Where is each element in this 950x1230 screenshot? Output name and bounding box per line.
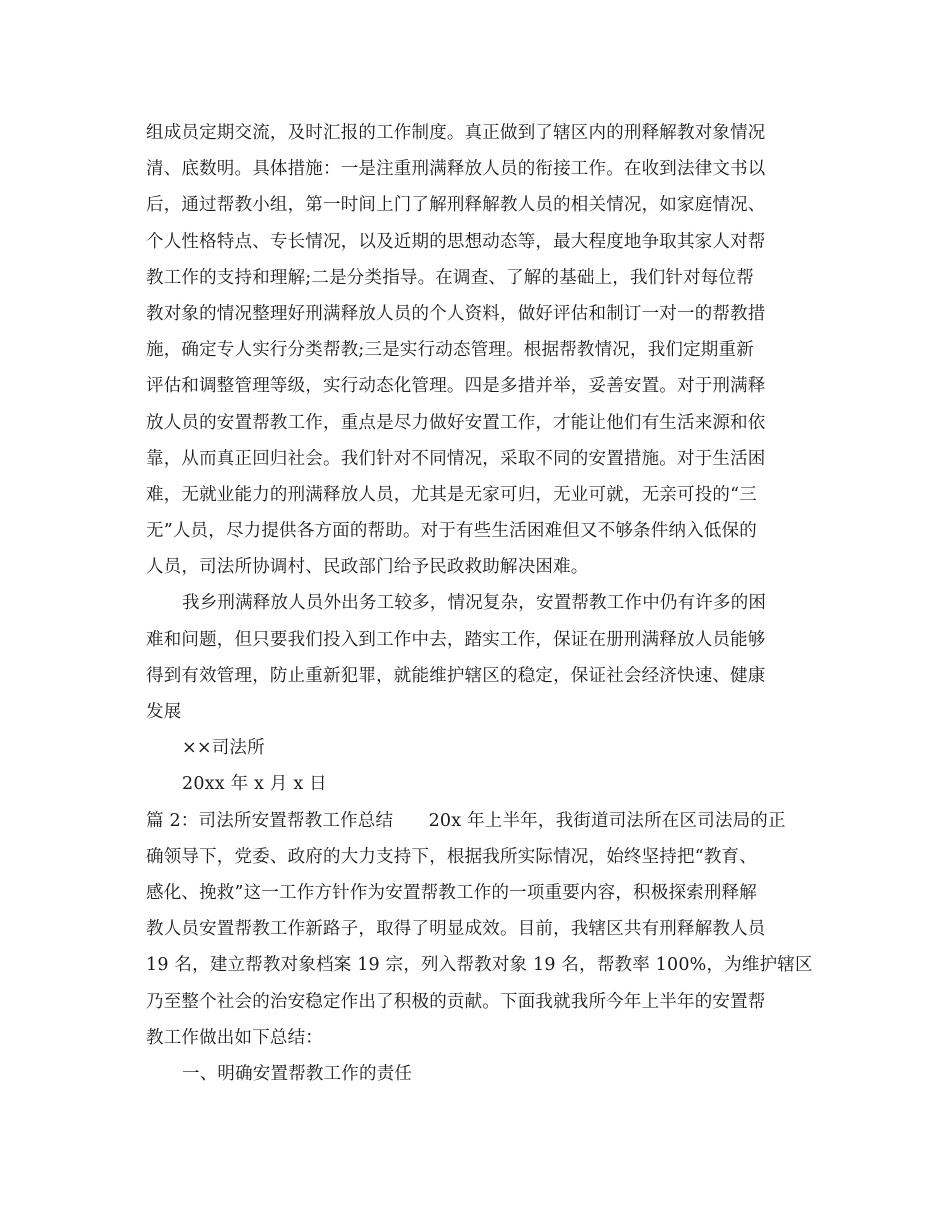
text-line: 教对象的情况整理好刑满释放人员的个人资料，做好评估和制订一对一的帮教措 — [146, 303, 766, 324]
text-line: 施，确定专人实行分类帮教;三是实行动态管理。根据帮教情况，我们定期重新 — [146, 340, 754, 361]
text-line: 教人员安置帮教工作新路子，取得了明显成效。目前，我辖区共有刑释解教人员 — [146, 919, 766, 940]
text-line: 发展 — [146, 702, 182, 722]
text-line: 难和问题，但只要我们投入到工作中去，踏实工作，保证在册刑满释放人员能够 — [146, 629, 766, 650]
text-line: 感化、挽救”这一工作方针作为安置帮教工作的一项重要内容，积极探索刑释解 — [146, 882, 757, 903]
text-line: 我乡刑满释放人员外出务工较多，情况复杂，安置帮教工作中仍有许多的困 — [182, 593, 767, 614]
text-line: 20xx 年 x 月 x 日 — [182, 774, 327, 795]
text-line: 评估和调整管理等级，实行动态化管理。四是多措并举，妥善安置。对于刑满释 — [146, 376, 766, 397]
document-body — [146, 115, 816, 1092]
text-line: 后，通过帮教小组，第一时间上门了解刑释解教人员的相关情况，如家庭情况、 — [146, 195, 766, 216]
text-line: 清、底数明。具体措施：一是注重刑满释放人员的衔接工作。在收到法律文书以 — [146, 159, 766, 180]
text-line: 确领导下，党委、政府的大力支持下，根据我所实际情况，始终坚持把“教育、 — [146, 846, 757, 867]
text-line: 19 名，建立帮教对象档案 19 宗，列入帮教对象 19 名，帮教率 100%，为维护辖区 — [146, 955, 813, 976]
text-line: ××司法所 — [182, 738, 265, 759]
text-line: 难，无就业能力的刑满释放人员，尤其是无家可归，无业可就，无亲可投的“三 — [146, 484, 757, 505]
text-line: 教工作的支持和理解;二是分类指导。在调查、了解的基础上，我们针对每位帮 — [146, 267, 754, 288]
text-line: 组成员定期交流，及时汇报的工作制度。真正做到了辖区内的刑释解教对象情况 — [146, 123, 766, 143]
text-line: 无”人员，尽力提供各方面的帮助。对于有些生活困难但又不够条件纳入低保的 — [146, 521, 757, 542]
text-line: 得到有效管理，防止重新犯罪，就能维护辖区的稳定，保证社会经济快速、健康 — [146, 665, 766, 686]
text-line: 一、明确安置帮教工作的责任 — [182, 1063, 413, 1084]
text-line: 放人员的安置帮教工作，重点是尽力做好安置工作，才能让他们有生活来源和依 — [146, 412, 766, 433]
text-line: 人员，司法所协调村、民政部门给予民政救助解决困难。 — [146, 557, 589, 578]
text-line: 教工作做出如下总结： — [146, 1027, 323, 1048]
text-line: 靠，从而真正回归社会。我们针对不同情况，采取不同的安置措施。对于生活困 — [146, 448, 766, 469]
text-line: 篇 2：司法所安置帮教工作总结 20x 年上半年，我街道司法所在区司法局的正 — [146, 810, 786, 831]
text-line: 个人性格特点、专长情况，以及近期的思想动态等，最大程度地争取其家人对帮 — [146, 231, 766, 252]
text-line: 乃至整个社会的治安稳定作出了积极的贡献。下面我就我所今年上半年的安置帮 — [146, 991, 766, 1012]
